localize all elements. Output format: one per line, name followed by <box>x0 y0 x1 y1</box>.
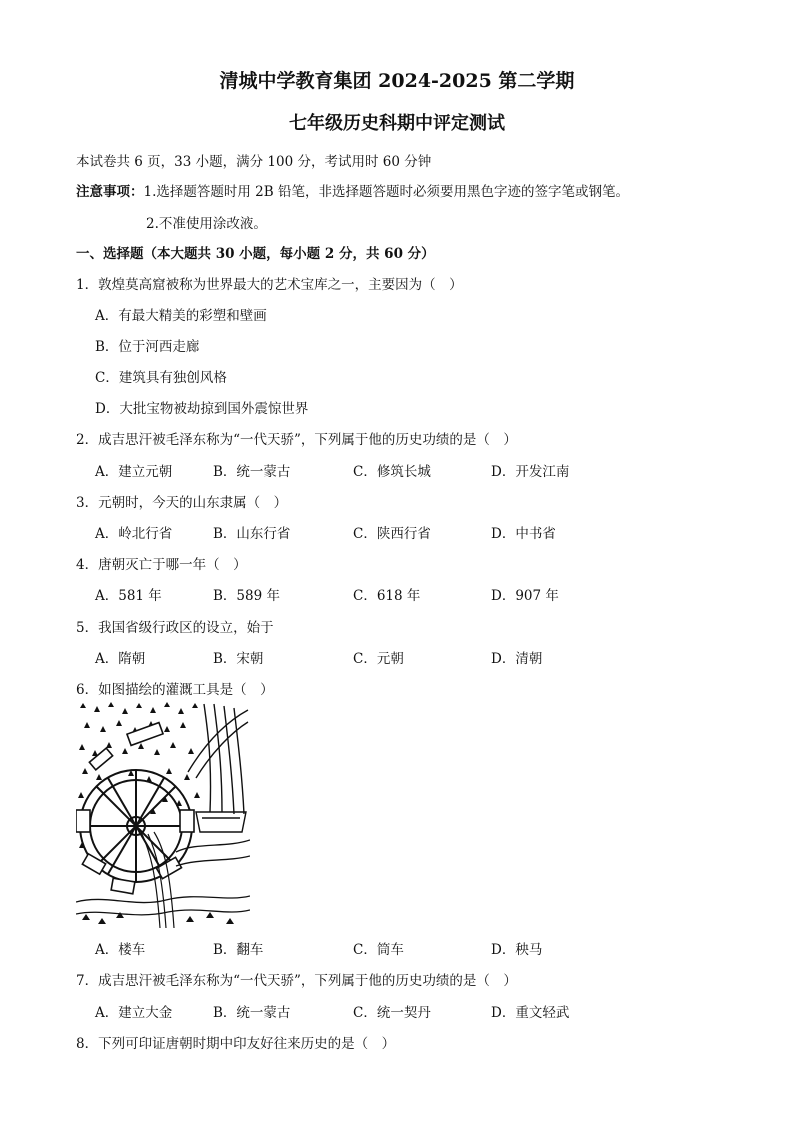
question-4-stem: 4．唐朝灭亡于哪一年（ ） <box>76 557 247 573</box>
question-3-option-b[interactable]: B．山东行省 <box>213 526 291 542</box>
question-5-option-a[interactable]: A．隋朝 <box>95 651 146 667</box>
question-1-stem: 1．敦煌莫高窟被称为世界最大的艺术宝库之一，主要因为（ ） <box>76 277 463 293</box>
exam-title: 清城中学教育集团 2024-2025 第二学期 <box>219 70 575 92</box>
question-3-option-d[interactable]: D．中书省 <box>491 526 556 542</box>
note-item-2: 2.不准使用涂改液。 <box>146 216 267 232</box>
question-4-option-d[interactable]: D．907 年 <box>491 588 559 604</box>
note-item-1: 1.选择题答题时用 2B 铅笔，非选择题答题时必须要用黑色字迹的签字笔或钢笔。 <box>143 184 629 200</box>
question-2-option-a[interactable]: A．建立元朝 <box>95 464 173 480</box>
question-5-stem: 5．我国省级行政区的设立，始于 <box>76 620 274 636</box>
question-1-option-b[interactable]: B．位于河西走廊 <box>95 339 200 355</box>
question-3-stem: 3．元朝时，今天的山东隶属（ ） <box>76 495 288 511</box>
question-2-option-c[interactable]: C．修筑长城 <box>353 464 431 480</box>
question-7-option-a[interactable]: A．建立大金 <box>95 1005 173 1021</box>
question-2-option-b[interactable]: B．统一蒙古 <box>213 464 291 480</box>
question-4-option-b[interactable]: B．589 年 <box>213 588 280 604</box>
notes-line-1 <box>76 180 629 200</box>
question-6-option-a[interactable]: A．楼车 <box>95 942 146 958</box>
question-7-option-d[interactable]: D．重文轻武 <box>491 1005 570 1021</box>
question-5-option-d[interactable]: D．清朝 <box>491 651 543 667</box>
question-6-option-d[interactable]: D．秧马 <box>491 942 543 958</box>
exam-intro: 本试卷共 6 页，33 小题，满分 100 分，考试用时 60 分钟 <box>76 154 432 170</box>
question-3-option-a[interactable]: A．岭北行省 <box>95 526 173 542</box>
question-7-option-b[interactable]: B．统一蒙古 <box>213 1005 291 1021</box>
question-5-option-c[interactable]: C．元朝 <box>353 651 404 667</box>
question-4-option-c[interactable]: C．618 年 <box>353 588 421 604</box>
question-1-option-d[interactable]: D．大批宝物被劫掠到国外震惊世界 <box>95 401 309 417</box>
question-1-option-a[interactable]: A．有最大精美的彩塑和壁画 <box>95 308 267 324</box>
question-3-option-c[interactable]: C．陕西行省 <box>353 526 431 542</box>
question-1-option-c[interactable]: C．建筑具有独创风格 <box>95 370 227 386</box>
section-heading: 一、选择题（本大题共 30 小题，每小题 2 分，共 60 分） <box>76 246 435 262</box>
question-7-stem: 7．成吉思汗被毛泽东称为“一代天骄”，下列属于他的历史功绩的是（ ） <box>76 973 517 989</box>
question-7-option-c[interactable]: C．统一契丹 <box>353 1005 431 1021</box>
question-2-option-d[interactable]: D．开发江南 <box>491 464 570 480</box>
question-6-option-c[interactable]: C．筒车 <box>353 942 404 958</box>
waterwheel-illustration <box>76 702 250 930</box>
exam-subtitle: 七年级历史科期中评定测试 <box>289 113 505 134</box>
question-2-stem: 2．成吉思汗被毛泽东称为“一代天骄”，下列属于他的历史功绩的是（ ） <box>76 432 517 448</box>
question-6-option-b[interactable]: B．翻车 <box>213 942 264 958</box>
question-6-stem: 6．如图描绘的灌溉工具是（ ） <box>76 682 274 698</box>
question-4-option-a[interactable]: A．581 年 <box>95 588 162 604</box>
question-5-option-b[interactable]: B．宋朝 <box>213 651 264 667</box>
notes-label: 注意事项： <box>76 184 144 200</box>
question-8-stem: 8．下列可印证唐朝时期中印友好往来历史的是（ ） <box>76 1036 396 1052</box>
